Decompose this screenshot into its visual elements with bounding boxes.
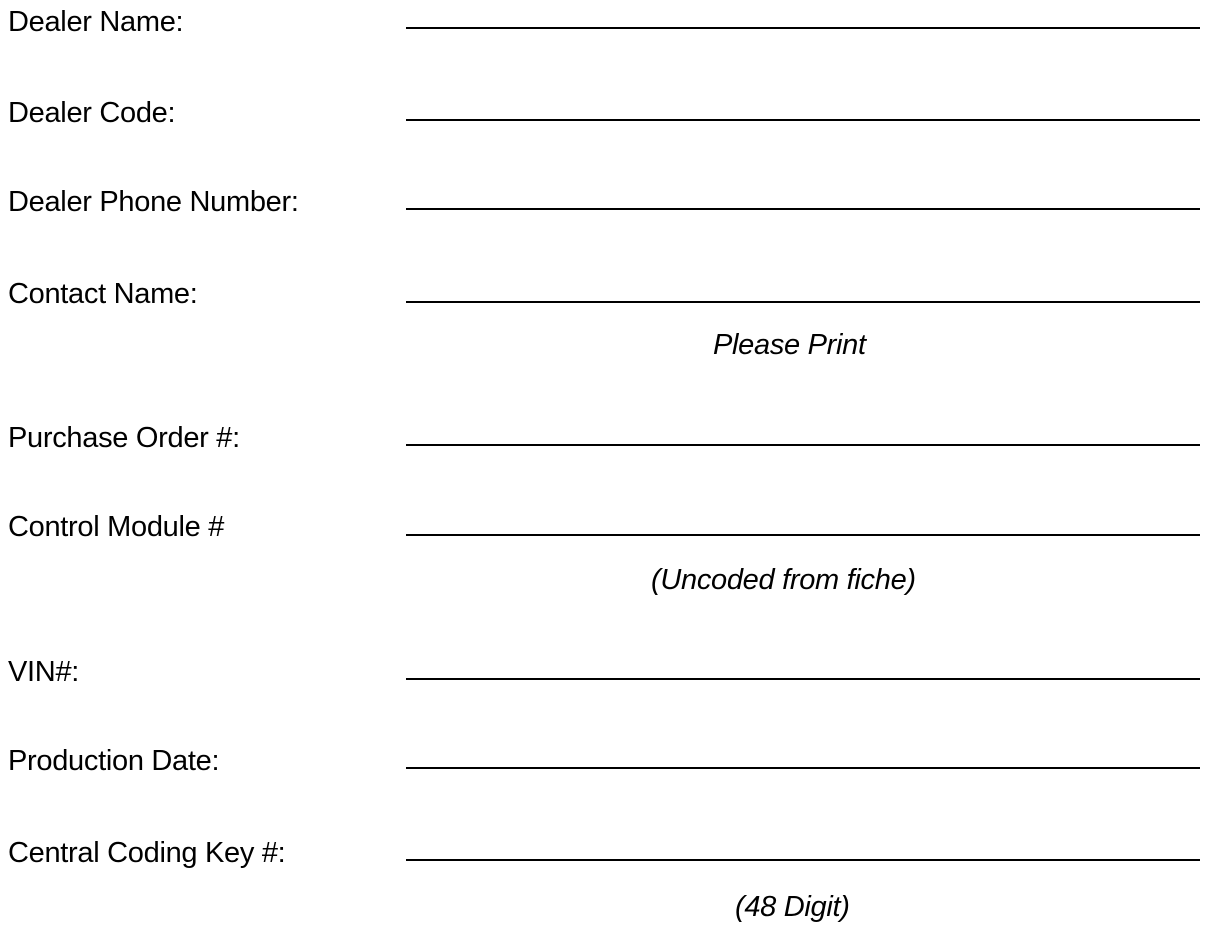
control-module-label: Control Module #: [8, 511, 225, 543]
contact-name-hint: Please Print: [713, 329, 866, 361]
control-module-hint: (Uncoded from fiche): [651, 564, 916, 596]
production-date-field[interactable]: [406, 767, 1200, 769]
vin-label: VIN#:: [8, 656, 80, 688]
purchase-order-label: Purchase Order #:: [8, 422, 240, 454]
central-coding-key-hint: (48 Digit): [735, 891, 850, 923]
dealer-name-field[interactable]: [406, 27, 1200, 29]
purchase-order-field[interactable]: [406, 444, 1200, 446]
dealer-phone-number-field[interactable]: [406, 208, 1200, 210]
control-module-field[interactable]: [406, 534, 1200, 536]
central-coding-key-label: Central Coding Key #:: [8, 837, 286, 869]
dealer-code-label: Dealer Code:: [8, 97, 176, 129]
dealer-phone-number-label: Dealer Phone Number:: [8, 186, 299, 218]
central-coding-key-field[interactable]: [406, 859, 1200, 861]
dealer-code-field[interactable]: [406, 119, 1200, 121]
vin-field[interactable]: [406, 678, 1200, 680]
dealer-name-label: Dealer Name:: [8, 6, 184, 38]
contact-name-label: Contact Name:: [8, 278, 198, 310]
contact-name-field[interactable]: [406, 301, 1200, 303]
production-date-label: Production Date:: [8, 745, 220, 777]
